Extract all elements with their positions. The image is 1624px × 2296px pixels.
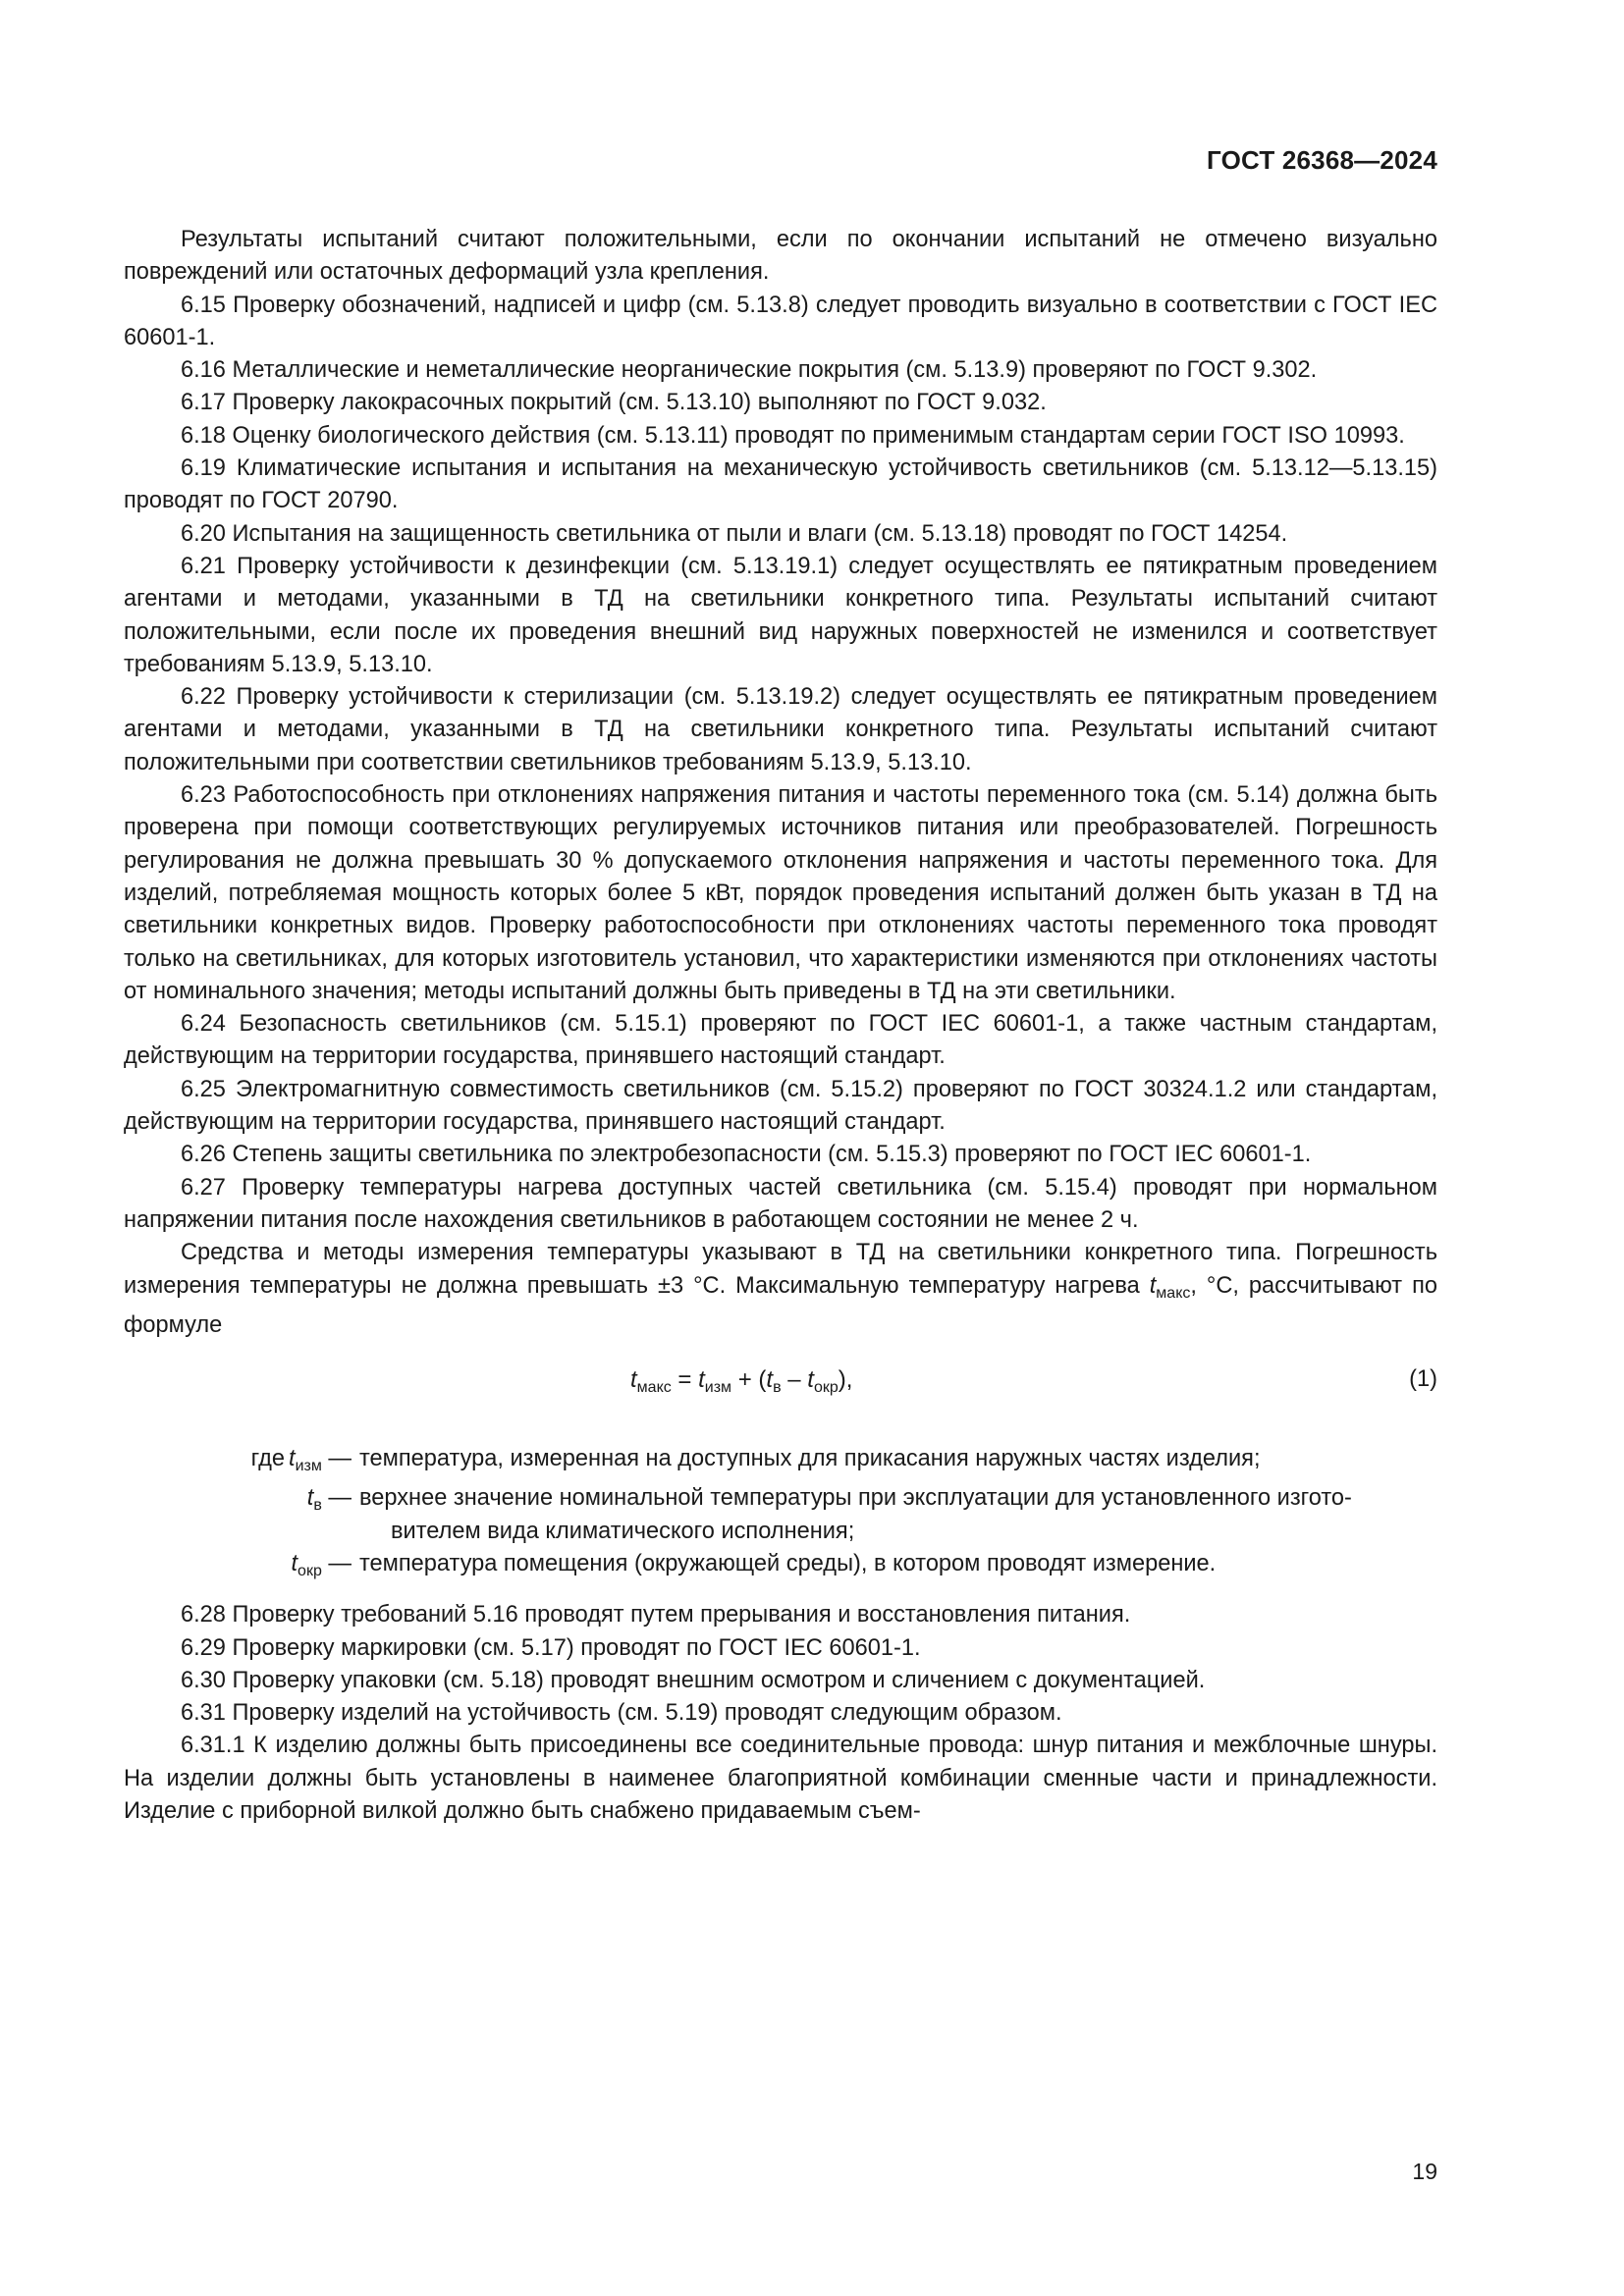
where-term: $t_{окр}$ — — [291, 1550, 352, 1579]
where-list — [124, 1443, 1437, 1587]
paragraph: 6.27 Проверку температуры нагрева доступных частей светильника (см. 5.15.4) проводят при нормальном напряжении питания после нахождения светильников в работающем состоянии не менее 2 ч. — [124, 1174, 1437, 1233]
page-number: 19 — [1412, 2159, 1437, 2184]
document-body — [124, 224, 1437, 1828]
where-item — [124, 1443, 1437, 1482]
paragraph: 6.17 Проверку лакокрасочных покрытий (см. 5.13.10) выполняют по ГОСТ 9.032. — [181, 390, 1047, 416]
paragraph: 6.16 Металлические и неметаллические неорганические покрытия (см. 5.13.9) проверяют по ГОСТ 9.302. — [181, 357, 1318, 384]
paragraph: 6.22 Проверку устойчивости к стерилизации (см. 5.13.19.2) следует осуществлять ее пятикратным проведением агентами и методами, указанными в ТД на светильники конкретного типа. Результаты испытаний считают положительными при соответствии светильников требованиям 5.13.9, 5.13.10. — [124, 684, 1437, 775]
where-item — [124, 1482, 1437, 1548]
paragraphs-after — [124, 1599, 1437, 1828]
paragraphs-before — [124, 224, 1437, 1237]
where-term: где $t_{изм}$ — — [250, 1446, 352, 1475]
paragraph: 6.15 Проверку обозначений, надписей и цифр (см. 5.13.8) следует проводить визуально в соответствии с ГОСТ IEC 60601-1. — [124, 292, 1437, 350]
paragraph: 6.24 Безопасность светильников (см. 5.15.1) проверяют по ГОСТ IEC 60601-1, а также частным стандартам, действующим на территории государства, принявшего настоящий стандарт. — [124, 1011, 1437, 1070]
paragraph: 6.31.1 К изделию должны быть присоединены все соединительные провода: шнур питания и межблочные шнуры. На изделии должны быть установлены в наименее благоприятной комбинации сменные части и принадлежности. Изделие с приборной вилкой должно быть снабжено придаваемым съем- — [124, 1733, 1437, 1825]
paragraph: 6.30 Проверку упаковки (см. 5.18) проводят внешним осмотром и сличением с документацией. — [181, 1667, 1206, 1693]
paragraph: 6.29 Проверку маркировки (см. 5.17) проводят по ГОСТ IEC 60601-1. — [181, 1634, 921, 1661]
document-header: ГОСТ 26368—2024 — [1207, 145, 1437, 175]
formula-row — [124, 1363, 1437, 1396]
where-description: температура, измеренная на доступных для прикасания наружных частях изделия; — [359, 1446, 1261, 1472]
formula: $t_{макс} = t_{изм} + (t_в - t_{окр})$, — [630, 1366, 853, 1397]
paragraph: 6.20 Испытания на защищенность светильника от пыли и влаги (см. 5.13.18) проводят по ГОСТ 14254. — [181, 520, 1288, 547]
paragraph: 6.28 Проверку требований 5.16 проводят путем прерывания и восстановления питания. — [181, 1602, 1131, 1629]
where-description: температура помещения (окружающей среды), в котором проводят измерение. — [359, 1550, 1217, 1576]
paragraph: 6.26 Степень защиты светильника по электробезопасности (см. 5.15.3) проверяют по ГОСТ IEC 60601-1. — [181, 1142, 1312, 1168]
where-term: $t_в$ — — [306, 1485, 352, 1515]
paragraph: 6.21 Проверку устойчивости к дезинфекции (см. 5.13.19.1) следует осуществлять ее пятикратным проведением агентами и методами, указанными в ТД на светильники конкретного типа. Результаты испытаний считают положительными, если после их проведения внешний вид наружных поверхностей не изменился и соответствует требованиям 5.13.9, 5.13.10. — [124, 553, 1437, 677]
paragraph: 6.19 Климатические испытания и испытания на механическую устойчивость светильников (см. 5.13.12—5.13.15) проводят по ГОСТ 20790. — [124, 455, 1437, 514]
paragraph: 6.23 Работоспособность при отклонениях напряжения питания и частоты переменного тока (см. 5.14) должна быть проверена при помощи соответствующих регулируемых источников питания или преобразователей. Погрешность регулирования не должна превышать 30 % допускаемого отклонения напряжения и частоты переменного тока. Для изделий, потребляемая мощность которых более 5 кВт, порядок проведения испытаний должен быть указан в ТД на светильники конкретных видов. Проверку работоспособности при отклонениях частоты переменного тока проводят только на светильниках, для которых изготовитель установил, что характеристики изменяются при отклонениях частоты от номинального значения; методы испытаний должны быть приведены в ТД на эти светильники. — [124, 782, 1437, 1004]
paragraph: 6.18 Оценку биологического действия (см. 5.13.11) проводят по применимым стандартам серии ГОСТ ISO 10993. — [181, 422, 1405, 449]
where-description: верхнее значение номинальной температуры при эксплуатации для установленного изгото- вителем вида климатического исполнения; — [359, 1485, 1352, 1544]
where-item — [124, 1548, 1437, 1587]
equation-number: (1) — [1409, 1366, 1437, 1393]
formula-intro: Средства и методы измерения температуры указывают в ТД на светильники конкретного типа. Погрешность измерения температуры не должна превышать ±3 °С. Максимальную температуру нагрева $t_{макс}$, °С, рассчитывают по формуле — [124, 1240, 1437, 1338]
paragraph: Результаты испытаний считают положительными, если по окончании испытаний не отмечено визуально повреждений или остаточных деформаций узла крепления. — [124, 227, 1437, 286]
paragraph: 6.31 Проверку изделий на устойчивость (см. 5.19) проводят следующим образом. — [181, 1700, 1062, 1727]
paragraph: 6.25 Электромагнитную совместимость светильников (см. 5.15.2) проверяют по ГОСТ 30324.1.2 или стандартам, действующим на территории государства, принявшего настоящий стандарт. — [124, 1076, 1437, 1136]
